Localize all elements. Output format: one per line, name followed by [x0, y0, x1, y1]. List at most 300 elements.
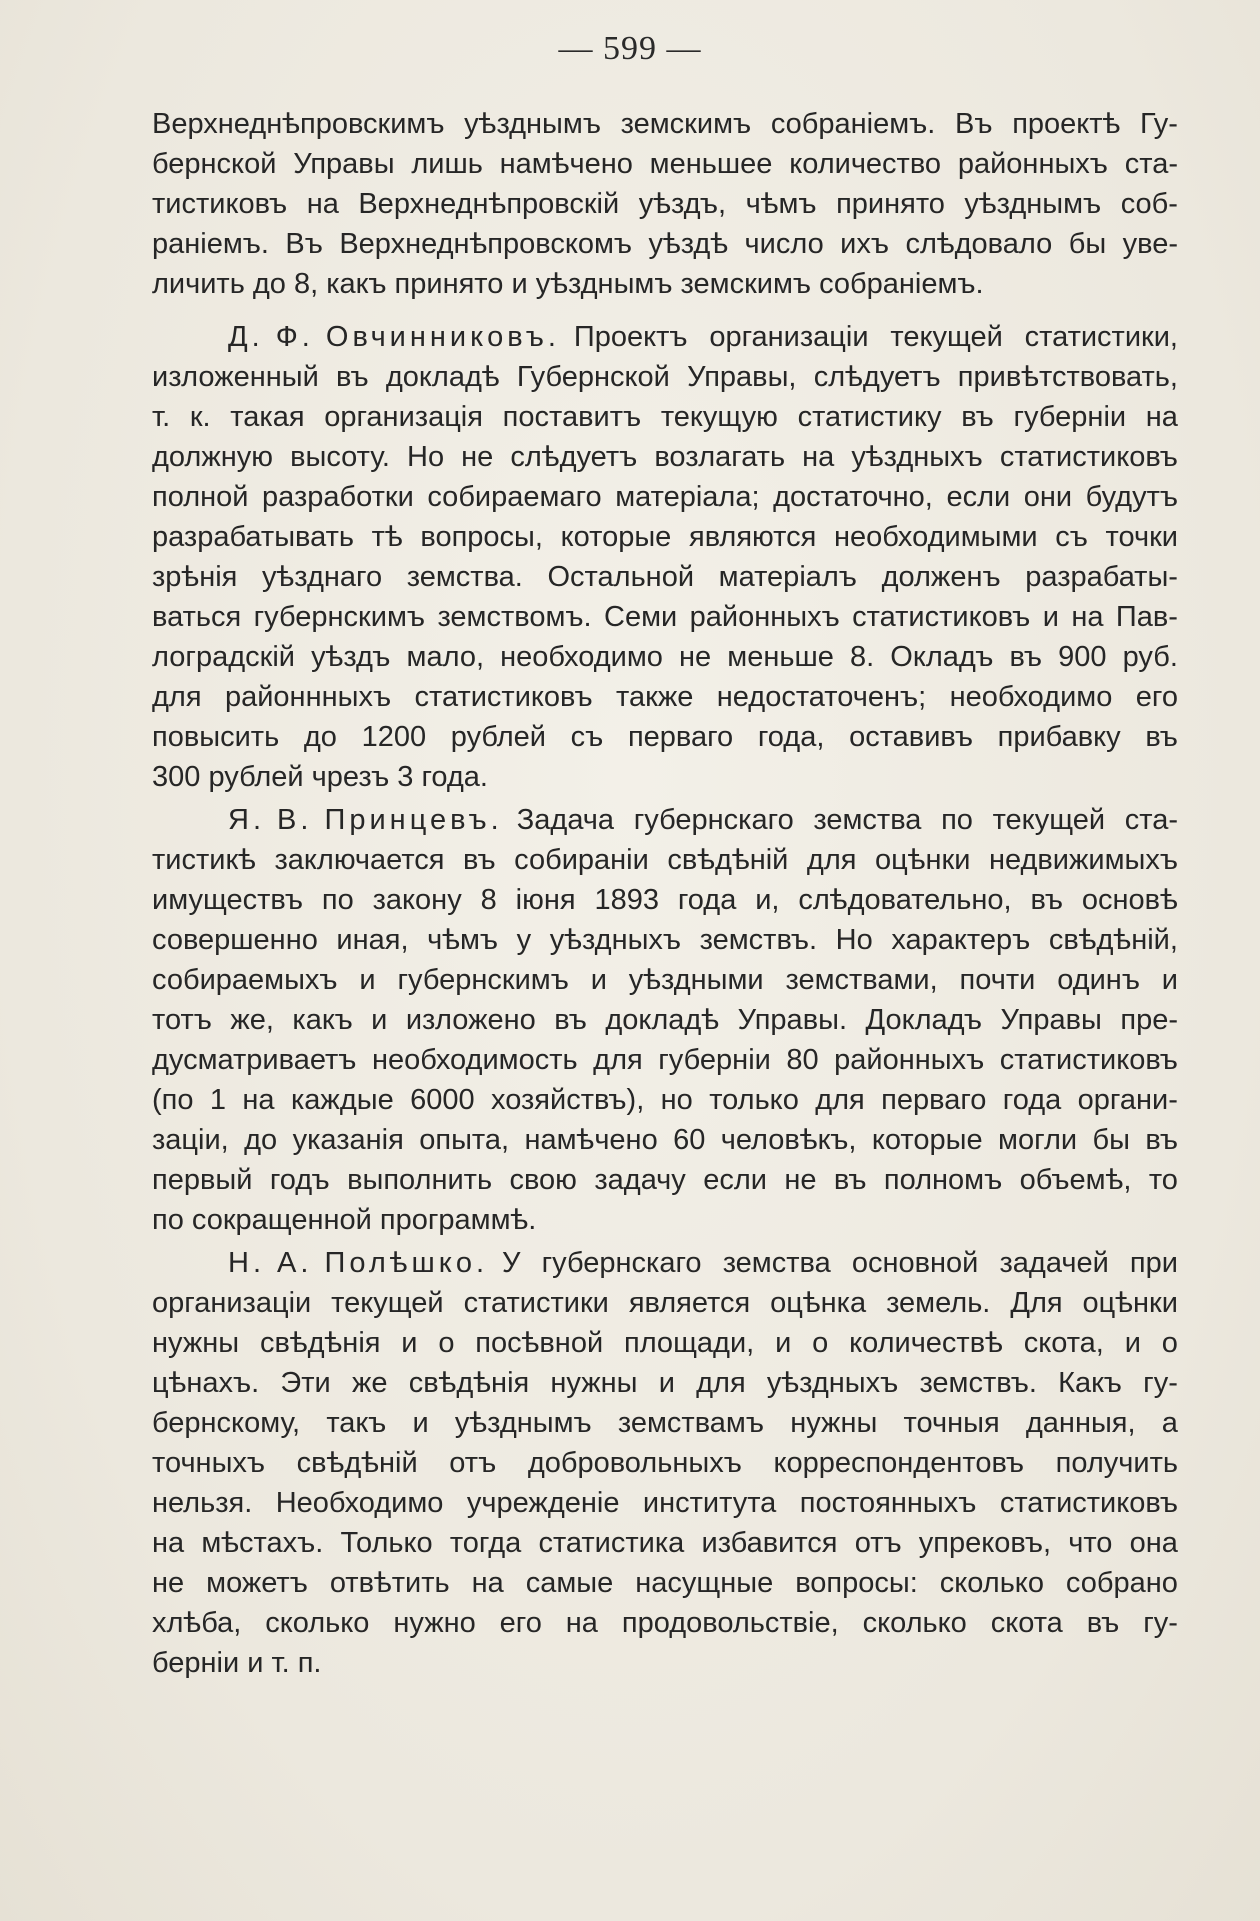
word: Пав- — [1115, 601, 1178, 633]
word: 900 — [1058, 641, 1107, 673]
line-text: личить до 8, какъ принято и уѣзднымъ земскимъ собраніемъ. — [152, 268, 984, 300]
word: собраніемъ. — [770, 108, 936, 140]
word: и — [1124, 1327, 1141, 1359]
word: его — [499, 1607, 542, 1639]
word: насущные — [635, 1567, 774, 1599]
word: недвижимыхъ — [988, 844, 1178, 876]
word: мало, — [406, 641, 485, 673]
line-text — [152, 1080, 1178, 1120]
word: уѣздныхъ — [549, 924, 682, 956]
word: собираніи — [514, 844, 649, 876]
word: года, — [757, 721, 825, 753]
word: нужны — [152, 1327, 240, 1359]
word: чѣмъ — [745, 188, 817, 220]
word: въ — [961, 401, 994, 433]
line-text — [574, 317, 1178, 357]
text-line — [152, 1323, 1178, 1363]
word: уѣздѣ — [648, 228, 729, 260]
word: ста- — [1124, 804, 1178, 836]
word: статистиковъ — [999, 441, 1178, 473]
word: Верхнеднѣпровскомъ — [339, 228, 633, 260]
text-line — [152, 1120, 1178, 1160]
word: статистиковъ — [999, 1044, 1178, 1076]
word: мѣстахъ. — [201, 1527, 324, 1559]
word: земствамъ — [617, 1407, 764, 1439]
word: первый — [152, 1164, 253, 1196]
word: высоту. — [290, 441, 390, 473]
word: 6000 — [410, 1084, 475, 1116]
line-text — [152, 1160, 1178, 1200]
word: которые — [560, 521, 672, 553]
word: въ — [463, 844, 496, 876]
word: получить — [1055, 1447, 1178, 1479]
word: тистикѣ — [152, 844, 256, 876]
line-text — [152, 1443, 1178, 1483]
word: они — [1023, 481, 1073, 513]
line-text — [152, 960, 1178, 1000]
text-line — [152, 397, 1178, 437]
word: (по — [152, 1084, 194, 1116]
word: и — [401, 1327, 418, 1359]
line-text: по сокращенной программѣ. — [152, 1204, 537, 1236]
word: каждые — [290, 1084, 394, 1116]
word: долженъ — [881, 561, 1001, 593]
word: органи- — [1077, 1084, 1178, 1116]
word: на — [471, 1567, 504, 1599]
word: Какъ — [1058, 1367, 1122, 1399]
word: текущей — [331, 1287, 444, 1319]
word: необходимость — [371, 1044, 578, 1076]
word: хлѣба, — [152, 1607, 242, 1639]
word: имуществъ — [152, 884, 303, 916]
line-text — [152, 1120, 1178, 1160]
word: руб. — [1122, 641, 1178, 673]
word: статистики, — [1024, 321, 1178, 353]
text-line — [152, 1160, 1178, 1200]
word: земства — [722, 1247, 831, 1279]
paragraph-2 — [152, 317, 1178, 797]
word: районныхъ — [689, 601, 840, 633]
word: меньше — [727, 641, 834, 673]
text-line — [152, 557, 1178, 597]
word: на — [1145, 401, 1178, 433]
word: губернскаго — [541, 1247, 702, 1279]
word: года — [677, 884, 737, 916]
word: повысить — [152, 721, 280, 753]
word: районныхъ — [957, 148, 1108, 180]
word: свѣдѣній — [667, 844, 789, 876]
word: Гу- — [1140, 108, 1178, 140]
word: слѣдуетъ — [813, 361, 941, 393]
word: рублей — [450, 721, 546, 753]
word: матеріалъ — [718, 561, 857, 593]
line-text — [152, 1000, 1178, 1040]
word: но — [660, 1084, 693, 1116]
word: зрѣнія — [152, 561, 238, 593]
word: свѣдѣній, — [1048, 924, 1178, 956]
word: тистиковъ — [152, 188, 288, 220]
word: указанія — [292, 1124, 404, 1156]
text-line — [152, 357, 1178, 397]
word: необходимыми — [833, 521, 1038, 553]
line-text — [152, 184, 1178, 224]
word: не — [461, 441, 494, 473]
word: не — [679, 641, 712, 673]
word: Но — [407, 441, 445, 473]
text-line — [152, 960, 1178, 1000]
word: Верхнеднѣпровскій — [358, 188, 620, 220]
word: районнныхъ — [224, 681, 392, 713]
word: статистиковъ — [414, 681, 593, 713]
word: свою — [509, 1164, 577, 1196]
word: Въ — [285, 228, 323, 260]
word: тѣ — [371, 521, 403, 553]
word: земскимъ — [620, 108, 752, 140]
text-line — [152, 317, 1178, 357]
text-line — [152, 184, 1178, 224]
word: такая — [230, 401, 305, 433]
word: Но — [835, 924, 873, 956]
word: дусматриваетъ — [152, 1044, 357, 1076]
word: цѣнахъ. — [152, 1367, 260, 1399]
word: характеръ — [891, 924, 1031, 956]
text-line — [152, 1080, 1178, 1120]
word: человѣкъ, — [720, 1124, 857, 1156]
word: собираемыхъ — [152, 964, 338, 996]
word: Проектъ — [573, 321, 688, 353]
text-line — [152, 757, 1178, 797]
line-text — [152, 1523, 1178, 1563]
word: то — [1148, 1164, 1178, 1196]
word: и — [1042, 601, 1059, 633]
word: учрежденіе — [466, 1487, 620, 1519]
word: статистику — [797, 401, 942, 433]
line-text — [152, 637, 1178, 677]
word: возлагать — [654, 441, 786, 473]
word: что — [1068, 1527, 1113, 1559]
word: число — [744, 228, 824, 260]
word: уѣзднымъ — [454, 1407, 592, 1439]
word: точныя — [903, 1407, 1000, 1439]
line-text — [152, 1403, 1178, 1443]
word: необходимо — [500, 641, 663, 673]
word: статистиковъ — [999, 1487, 1178, 1519]
word: нельзя. — [152, 1487, 253, 1519]
word: свѣдѣнія — [259, 1327, 381, 1359]
word: ваться — [152, 601, 242, 633]
word: о — [438, 1327, 455, 1359]
word: уѣзднымъ — [464, 108, 601, 140]
word: полномъ — [883, 1164, 1003, 1196]
word: а — [1161, 1407, 1178, 1439]
word: 8. — [850, 641, 875, 673]
word: свѣдѣнія — [408, 1367, 530, 1399]
word: для — [696, 1367, 746, 1399]
word: земствъ. — [699, 924, 818, 956]
word: не — [152, 1567, 185, 1599]
line-text: 300 рублей чрезъ 3 года. — [152, 761, 488, 793]
word: же, — [230, 1004, 274, 1036]
word: на — [565, 1607, 598, 1639]
line-text — [152, 1483, 1178, 1523]
word: лоградскій — [152, 641, 295, 673]
word: въ — [833, 1164, 867, 1196]
word: недостаточенъ; — [716, 681, 927, 713]
word: нужны — [790, 1407, 878, 1439]
word: хозяйствъ), — [491, 1084, 645, 1116]
word: губернскимъ — [253, 601, 426, 633]
text-line — [152, 264, 1178, 304]
word: 1893 — [594, 884, 659, 916]
word: земства. — [406, 561, 523, 593]
word: сколько — [265, 1607, 370, 1639]
word: собрано — [1065, 1567, 1178, 1599]
word: точныхъ — [152, 1447, 266, 1479]
paragraph-3 — [152, 800, 1178, 1240]
word: которые — [871, 1124, 983, 1156]
word: и — [658, 1367, 675, 1399]
line-text — [152, 1603, 1178, 1643]
word: почти — [959, 964, 1036, 996]
word: полной — [152, 481, 249, 513]
word: поставитъ — [502, 401, 642, 433]
line-text — [152, 1283, 1178, 1323]
word: можетъ — [206, 1567, 308, 1599]
word: года — [1002, 1084, 1062, 1116]
word: для — [806, 844, 857, 876]
word: свѣдѣній — [296, 1447, 418, 1479]
text-line — [152, 437, 1178, 477]
word: Управы, — [687, 361, 797, 393]
text-line — [152, 1200, 1178, 1240]
text-line — [152, 517, 1178, 557]
word: не — [784, 1164, 817, 1196]
word: матеріала; — [615, 481, 760, 513]
word: уѣздными — [628, 964, 764, 996]
text-line — [152, 1603, 1178, 1643]
text-line — [152, 1283, 1178, 1323]
word: на — [242, 1084, 275, 1116]
word: Эти — [280, 1367, 331, 1399]
word: докладѣ — [385, 361, 500, 393]
word: земель. — [886, 1287, 991, 1319]
word: текущей — [992, 804, 1106, 836]
word: и — [359, 964, 376, 996]
line-text — [152, 1363, 1178, 1403]
text-line — [152, 1040, 1178, 1080]
word: У — [502, 1247, 521, 1279]
word: въ — [1086, 1607, 1120, 1639]
word: пре- — [1120, 1004, 1178, 1036]
word: на — [306, 188, 339, 220]
word: Необходимо — [275, 1487, 444, 1519]
word: бернскому, — [152, 1407, 301, 1439]
word: Окладъ — [890, 641, 994, 673]
word: тотъ — [152, 1004, 212, 1036]
word: сколько — [862, 1607, 967, 1639]
line-text — [152, 144, 1178, 184]
word: организація — [324, 401, 483, 433]
word: намѣчено — [524, 1124, 658, 1156]
word: к. — [189, 401, 211, 433]
word: она — [1129, 1527, 1178, 1559]
word: посѣвной — [475, 1327, 604, 1359]
word: оставивъ — [849, 721, 973, 753]
line-text — [152, 1040, 1178, 1080]
text-line — [152, 1363, 1178, 1403]
word: задачей — [999, 1247, 1109, 1279]
word: для — [593, 1044, 643, 1076]
word: такъ — [326, 1407, 387, 1439]
word: задачу — [594, 1164, 686, 1196]
word: и — [590, 964, 607, 996]
text-line — [152, 1403, 1178, 1443]
word: іюня — [515, 884, 576, 916]
word: на — [1071, 601, 1104, 633]
word: слѣдовательно, — [798, 884, 1012, 916]
word: его — [1135, 681, 1178, 713]
word: 1 — [209, 1084, 227, 1116]
word: и, — [755, 884, 780, 916]
word: Семи — [604, 601, 678, 633]
word: разрабатывать — [152, 521, 355, 553]
word: сколько — [939, 1567, 1044, 1599]
line-text — [152, 357, 1178, 397]
word: текущей — [890, 321, 1003, 353]
word: могли — [998, 1124, 1078, 1156]
word: годъ — [269, 1164, 330, 1196]
word: на — [152, 1527, 185, 1559]
word: бы — [1068, 228, 1107, 260]
word: являются — [688, 521, 817, 553]
word: въ — [1145, 721, 1178, 753]
line-text — [152, 437, 1178, 477]
word: данныя, — [1025, 1407, 1136, 1439]
text-line — [152, 1443, 1178, 1483]
word: Задача — [516, 804, 615, 836]
text-line — [152, 880, 1178, 920]
word: въ — [336, 361, 369, 393]
word: губерніи — [658, 1044, 771, 1076]
word: губерніи — [1013, 401, 1127, 433]
word: земствами, — [785, 964, 938, 996]
text-line — [152, 144, 1178, 184]
text-line — [152, 717, 1178, 757]
word: самые — [525, 1567, 614, 1599]
line-text — [152, 224, 1178, 264]
word: нужно — [393, 1607, 476, 1639]
text-line — [152, 224, 1178, 264]
word: губернскимъ — [397, 964, 569, 996]
word: въ — [1009, 641, 1043, 673]
word: и — [371, 1004, 388, 1036]
word: при — [1129, 1247, 1178, 1279]
word: на — [802, 441, 835, 473]
word: принято — [836, 188, 945, 220]
word: также — [616, 681, 694, 713]
word: въ — [1030, 884, 1064, 916]
word: для — [152, 681, 202, 713]
word: если — [946, 481, 1011, 513]
text-line — [152, 1523, 1178, 1563]
word: уѣздныхъ — [766, 1367, 899, 1399]
line-text — [502, 1243, 1178, 1283]
word: отъ — [449, 1447, 497, 1479]
word: Управы — [1000, 1004, 1102, 1036]
word: же — [351, 1367, 388, 1399]
word: по — [321, 884, 354, 916]
word: бы — [1092, 1124, 1131, 1156]
word: Верхнеднѣпровскимъ — [152, 108, 445, 140]
word: 1200 — [361, 721, 427, 753]
text-line — [152, 1243, 1178, 1283]
text-line — [152, 840, 1178, 880]
line-text — [152, 1563, 1178, 1603]
word: статистика — [538, 1527, 685, 1559]
word: разработки — [262, 481, 414, 513]
line-text — [152, 477, 1178, 517]
word: гу- — [1143, 1367, 1178, 1399]
speaker-name: Д. Ф. Овчинниковъ. — [228, 321, 560, 353]
word: проектѣ — [1012, 108, 1121, 140]
word: до — [303, 721, 337, 753]
line-text — [152, 597, 1178, 637]
text-line — [152, 920, 1178, 960]
word: тогда — [449, 1527, 522, 1559]
page-number: — 599 — — [558, 30, 702, 67]
word: намѣчено — [499, 148, 633, 180]
line-text — [517, 800, 1178, 840]
word: губернскаго — [633, 804, 794, 836]
text-line — [152, 597, 1178, 637]
text-line — [152, 1483, 1178, 1523]
word: слѣдуетъ — [510, 441, 638, 473]
word: съ — [1055, 521, 1088, 553]
word: Въ — [955, 108, 993, 140]
word: только — [709, 1084, 799, 1116]
word: ихъ — [840, 228, 889, 260]
word: собираемаго — [427, 481, 602, 513]
word: докладѣ — [605, 1004, 720, 1036]
word: изложено — [405, 1004, 536, 1036]
speaker-name: Я. В. Принцевъ. — [228, 804, 503, 836]
word: уѣздъ — [311, 641, 391, 673]
word: площади, — [623, 1327, 755, 1359]
word: о — [1161, 1327, 1178, 1359]
word: организаціи — [152, 1287, 312, 1319]
text-line — [152, 677, 1178, 717]
word: достаточно, — [773, 481, 933, 513]
word: будутъ — [1085, 481, 1178, 513]
line-text — [152, 880, 1178, 920]
word: чѣмъ — [427, 924, 499, 956]
word: корреспондентовъ — [773, 1447, 1025, 1479]
word: статистики — [463, 1287, 609, 1319]
word: оцѣнки — [1082, 1287, 1178, 1319]
word: опыта, — [419, 1124, 510, 1156]
word: закону — [372, 884, 462, 916]
line-text — [152, 717, 1178, 757]
word: въ — [1145, 1124, 1178, 1156]
word: по — [941, 804, 973, 836]
word: отъ — [854, 1527, 902, 1559]
word: постоянныхъ — [799, 1487, 977, 1519]
word: объемѣ, — [1019, 1164, 1132, 1196]
word: у — [516, 924, 532, 956]
line-text — [152, 677, 1178, 717]
word: нужны — [550, 1367, 638, 1399]
word: перваго — [627, 721, 734, 753]
